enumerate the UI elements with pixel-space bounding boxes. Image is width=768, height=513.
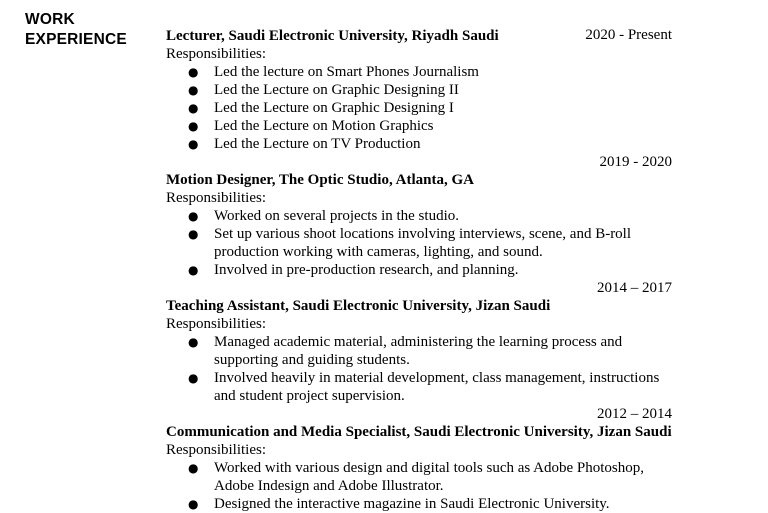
job-title: Teaching Assistant, Saudi Electronic University, Jizan Saudi bbox=[166, 298, 551, 314]
job-entry bbox=[166, 405, 672, 513]
section-heading bbox=[25, 10, 127, 50]
bullet-icon: ● bbox=[188, 497, 199, 511]
list-item bbox=[166, 63, 672, 81]
job-entry bbox=[166, 153, 672, 279]
job-title: Communication and Media Specialist, Saudi Electronic University, Jizan Saudi bbox=[166, 424, 672, 440]
bullet-icon: ● bbox=[188, 119, 199, 133]
list-item bbox=[166, 261, 672, 279]
bullet-icon: ● bbox=[188, 371, 199, 385]
bullet-icon: ● bbox=[188, 227, 199, 241]
job-entry bbox=[166, 279, 672, 405]
job-date: 2014 – 2017 bbox=[597, 280, 672, 296]
list-item bbox=[166, 207, 672, 225]
responsibilities-label: Responsibilities: bbox=[166, 46, 267, 62]
list-item bbox=[166, 81, 672, 99]
bullet-icon: ● bbox=[188, 335, 199, 349]
list-item bbox=[166, 495, 672, 513]
list-item bbox=[166, 99, 672, 117]
list-item bbox=[166, 225, 672, 261]
list-item-text: Worked with various design and digital tools such as Adobe Photoshop, Adobe Indesign and Adobe Illustrator. bbox=[214, 460, 645, 494]
section-heading-line-2: EXPERIENCE bbox=[25, 31, 127, 48]
section-heading-line-1: WORK bbox=[25, 11, 75, 28]
list-item-text: Designed the interactive magazine in Saudi Electronic University. bbox=[214, 496, 610, 512]
responsibilities-label: Responsibilities: bbox=[166, 316, 267, 332]
job-entry bbox=[166, 27, 672, 153]
list-item bbox=[166, 117, 672, 135]
list-item-text: Led the Lecture on Graphic Designing II bbox=[214, 82, 459, 98]
responsibilities-list bbox=[166, 333, 672, 405]
list-item-text: Worked on several projects in the studio. bbox=[214, 208, 459, 224]
job-date: 2019 - 2020 bbox=[599, 154, 672, 170]
job-title: Lecturer, Saudi Electronic University, Riyadh Saudi bbox=[166, 28, 499, 44]
bullet-icon: ● bbox=[188, 461, 199, 475]
list-item-text: Involved in pre-production research, and planning. bbox=[214, 262, 519, 278]
list-item-text: Led the Lecture on Graphic Designing I bbox=[214, 100, 454, 116]
job-date: 2012 – 2014 bbox=[597, 406, 672, 422]
work-experience-list bbox=[166, 8, 672, 513]
bullet-icon: ● bbox=[188, 209, 199, 223]
responsibilities-label: Responsibilities: bbox=[166, 190, 267, 206]
bullet-icon: ● bbox=[188, 65, 199, 79]
bullet-icon: ● bbox=[188, 263, 199, 277]
responsibilities-list bbox=[166, 207, 672, 279]
list-item-text: Set up various shoot locations involving interviews, scene, and B-roll production working with cameras, lighting, and sound. bbox=[214, 226, 632, 260]
list-item-text: Managed academic material, administering the learning process and supporting and guiding students. bbox=[214, 334, 623, 368]
bullet-icon: ● bbox=[188, 137, 199, 151]
list-item bbox=[166, 333, 672, 369]
list-item-text: Led the Lecture on Motion Graphics bbox=[214, 118, 434, 134]
list-item bbox=[166, 459, 672, 495]
list-item-text: Involved heavily in material development, class management, instructions and student project supervision. bbox=[214, 370, 660, 404]
job-date: 2020 - Present bbox=[585, 27, 672, 43]
responsibilities-list bbox=[166, 459, 672, 513]
bullet-icon: ● bbox=[188, 83, 199, 97]
list-item-text: Led the lecture on Smart Phones Journalism bbox=[214, 64, 479, 80]
responsibilities-list bbox=[166, 63, 672, 153]
bullet-icon: ● bbox=[188, 101, 199, 115]
list-item-text: Led the Lecture on TV Production bbox=[214, 136, 421, 152]
list-item bbox=[166, 135, 672, 153]
responsibilities-label: Responsibilities: bbox=[166, 442, 267, 458]
job-title: Motion Designer, The Optic Studio, Atlanta, GA bbox=[166, 172, 474, 188]
list-item bbox=[166, 369, 672, 405]
